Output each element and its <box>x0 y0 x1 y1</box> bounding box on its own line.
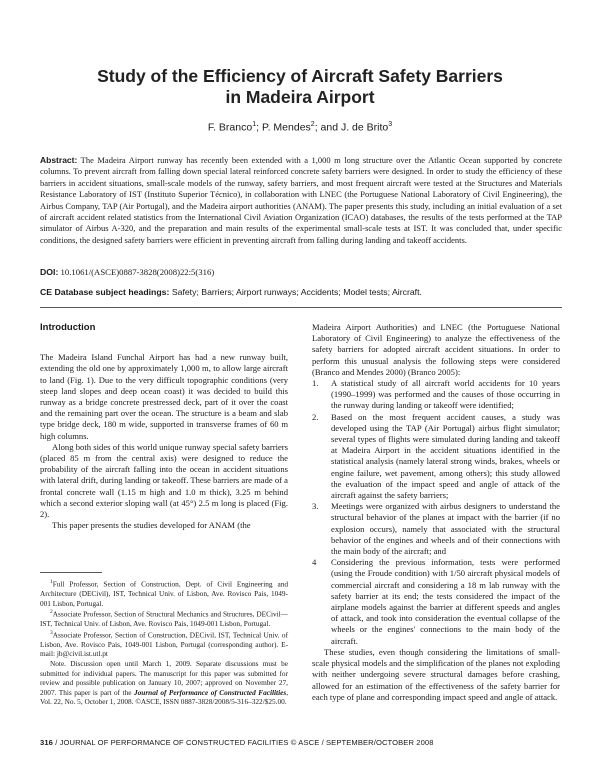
author-2: ; P. Mendes <box>256 121 311 134</box>
subject-headings <box>40 287 562 297</box>
author-list <box>40 121 560 134</box>
list-item <box>312 501 560 557</box>
page-footer <box>40 738 562 747</box>
list-item-text: A statistical study of all aircraft world accidents for 10 years (1990–1999) was performed and the causes of those occurring in the runway during landing or takeoff were identified; <box>331 378 560 411</box>
subject-headings-value: Safety; Barriers; Airport runways; Accidents; Model tests; Aircraft. <box>171 287 422 297</box>
journal-name: Journal of Performance of Constructed Facilities <box>133 687 287 697</box>
footnote-divider <box>40 572 102 573</box>
abstract-label: Abstract: <box>40 155 78 165</box>
submission-note <box>40 659 288 707</box>
journal-footer-text: / JOURNAL OF PERFORMANCE OF CONSTRUCTED FACILITIES © ASCE / SEPTEMBER/OCTOBER 2008 <box>52 738 434 747</box>
footnote-1-mark: 1 <box>50 579 53 585</box>
author-1-mark: 1 <box>252 121 257 128</box>
doi-value: 10.1061/(ASCE)0887-3828(2008)22:5(316) <box>60 267 215 277</box>
abstract-text: The Madeira Airport runway has recently been extended with a 1,000 m long structure over the Atlantic Ocean supported by concrete columns. To prevent aircraft from falling down special lateral reinforced concrete safety barriers were designed. In order to study the efficiency of these barriers in accident situations, small-scale models of the runway, safety barriers, and most frequent aircraft were tested at the Structures and Materials Resistance Laboratory of IST (Instituto Superior Técnico), in collaboration with LNEC (the Portuguese National Laboratory of Civil Engineering), the Airbus Company, TAP (Air Portugal), and the Madeira airport authorities (ANAM). The paper presents this study, including an initial evaluation of a set of aircraft accident related statistics from the International Civil Aviation Organization (ICAO) databases, the results of the tests performed at the TAP simulator of Airbus A-320, and the preparation and main results of the experimental small-scale tests at IST. It was concluded that, under specific conditions, the designed safety barriers were efficient in preventing aircraft from falling during landing and takeoff accidents. <box>40 155 562 245</box>
list-item-text: Based on the most frequent accident causes, a study was developed using the TAP (Air Portugal) airbus flight simulator; several types of flights were simulated during landing and takeoff at Madeira Airport in the accident situations identified in the statistical analysis (namely lateral strong winds, brakes, wheels or engine failure, wet pavement, among others); this study allowed the evaluation of the impact speed and angle of attack of the aircraft against the safety barriers; <box>331 411 560 501</box>
list-item-number: 2. <box>312 411 319 422</box>
author-1: F. Branco <box>207 121 253 134</box>
author-3-mark: 3 <box>388 121 393 128</box>
footnote-3-text: Associate Professor, Section of Construction, DECivil, IST, Technical Univ. of Lisbon, Ave. Rovisco Pais, 1049-001 Lisbon, Portugal (corresponding author). E-mail: jb@civil.ist.utl.pt <box>40 630 288 659</box>
note-text-end: , Vol. 22, No. 5, October 1, 2008. ©ASCE, ISSN 0887-3828/2008/5-316–322/$25.00. <box>40 687 289 707</box>
page-number: 316 <box>40 738 53 747</box>
section-heading-introduction: Introduction <box>40 322 96 333</box>
footnote-2 <box>40 608 288 629</box>
intro-paragraph-2: Along both sides of this world unique runway special safety barriers (placed 85 m from the central axis) were designed to reduce the probability of the aircraft falling into the ocean in accident situations with lateral drift, during landing or takeoff. These barriers are made of a frontal concrete wall (1.15 m high and 1.0 m thick), 3.25 m behind which a second exterior sloping wall (at 45°) 2.5 m long is placed (Fig. 2). <box>40 441 288 520</box>
title-line-2: in Madeira Airport <box>225 87 375 107</box>
author-3: ; and J. de Brito <box>314 121 389 134</box>
list-item-text: Considering the previous information, tests were performed (using the Froude condition) with 1/50 aircraft physical models of commercial aircraft and considering a 18 m lab runway with the safety barrier at its end; the tests considered the impact of the airplane models against the barrier at different speeds and angles of attack, and took into consideration the eventual collapse of the wheels or the engines' connections to the main body of the aircraft. <box>331 557 560 646</box>
footnotes <box>40 578 288 707</box>
right-paragraph-2: These studies, even though considering the limitations of small-scale physical models and the simplification of the planes not exploding with neither undergoing severe structural damages before crashing, allowed for an estimation of the effectiveness of the safety barrier for each type of plane and corresponding impact speed and angle of attack. <box>312 646 560 702</box>
footnote-2-text: Associate Professor, Section of Structural Mechanics and Structures, DECivil—IST, Technical Univ. of Lisbon, Ave. Rovisco Pais, 1049-001 Lisbon, Portugal. <box>40 609 288 629</box>
footnote-3-mark: 3 <box>50 629 53 636</box>
intro-paragraph-1: The Madeira Island Funchal Airport has had a new runway built, extending the old one by approximately 1,000 m, to allow large aircraft to land (Fig. 1). Due to the very difficult topographic conditions (very steep land slopes and deep ocean coast) it was decided to build this runway as a bridge concrete prestressed deck, part of it over the coast and the remaining part over the ocean. The structure is a beam and slab type bridge deck, 180 m wide, supported in transverse frames of 60 m high columns. <box>40 352 288 441</box>
list-item-number: 4 <box>312 557 317 568</box>
footnote-1-text: Full Professor, Section of Construction, Dept. of Civil Engineering and Architecture (DECivil), IST, Technical Univ. of Lisbon, Ave. Rovisco Pais, 1049-001 Lisbon, Portugal. <box>40 579 288 608</box>
right-column <box>312 322 560 703</box>
list-item-number: 1. <box>312 378 319 389</box>
doi-line <box>40 267 562 277</box>
left-column <box>40 322 288 531</box>
list-item <box>312 378 560 412</box>
right-paragraph-1: Madeira Airport Authorities) and LNEC (the Portuguese National Laboratory of Civil Engineering) to analyze the effectiveness of the safety barriers for adopted aircraft accident situations. In order to perform this unusual analysis the following steps were considered (Branco and Mendes 2000) (Branco 2005): <box>312 322 560 377</box>
paper-title <box>40 66 560 108</box>
steps-list <box>312 378 560 647</box>
abstract <box>40 155 562 246</box>
list-item <box>312 557 560 647</box>
list-item-number: 3. <box>312 501 319 512</box>
intro-paragraph-3: This paper presents the studies developed for ANAM (the <box>52 520 251 531</box>
list-item-text: Meetings were organized with airbus designers to understand the structural behavior of the planes at impact with the barrier (if no explosion occurs), namely that associated with the structural behavior of the engines and wheels and of their connections with the main body of the aircraft; and <box>331 501 560 557</box>
section-divider <box>40 307 562 308</box>
author-2-mark: 2 <box>310 121 315 128</box>
footnote-1 <box>40 578 288 608</box>
footnote-2-mark: 2 <box>50 609 53 616</box>
title-line-1: Study of the Efficiency of Aircraft Safety Barriers <box>97 66 503 86</box>
doi-label: DOI: <box>40 267 59 277</box>
list-item <box>312 412 560 502</box>
footnote-3 <box>40 629 288 659</box>
note-text: Note. Discussion open until March 1, 2009. Separate discussions must be submitted for individual papers. The manuscript for this paper was submitted for review and possible publication on January 10, 2007; approved on November 27, 2007. This paper is part of the <box>40 659 288 697</box>
subject-headings-label: CE Database subject headings: <box>40 287 170 297</box>
